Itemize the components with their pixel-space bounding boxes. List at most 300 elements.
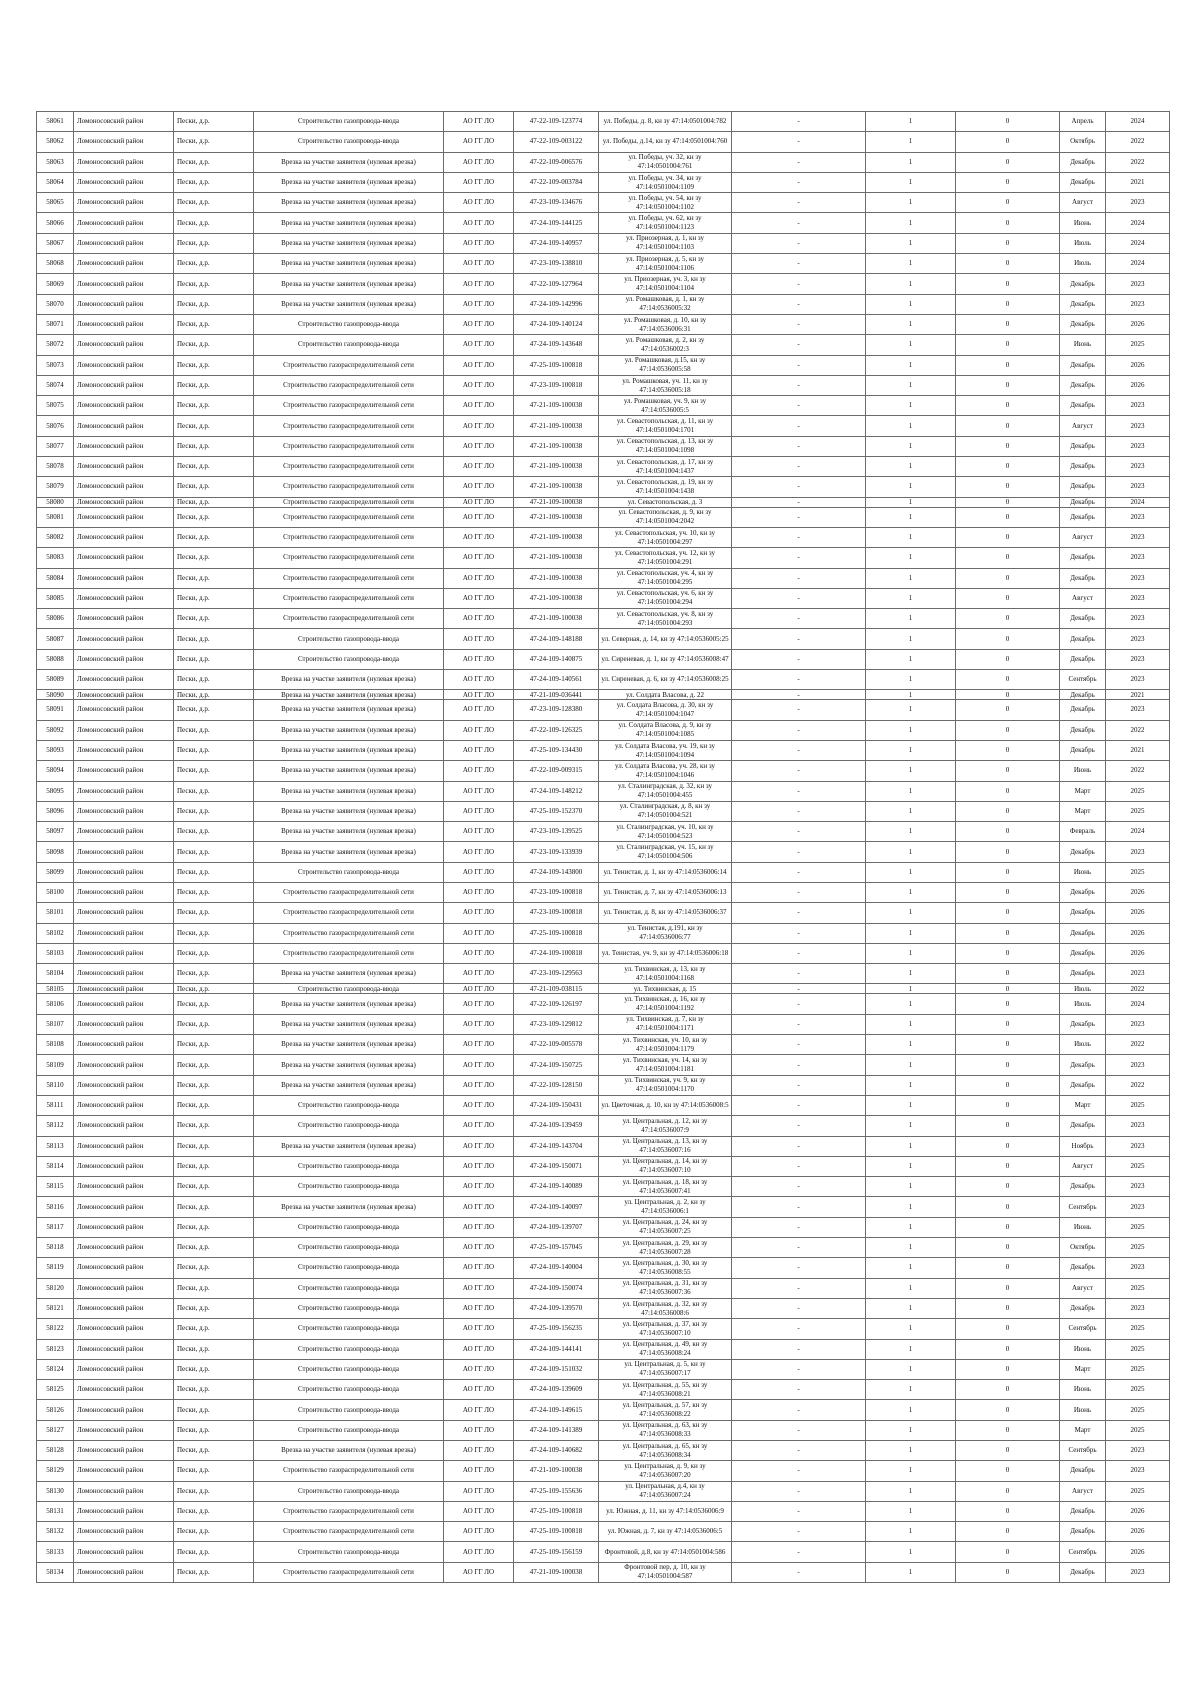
year-cell: 2025 bbox=[1106, 781, 1170, 801]
application-code-cell: 47-24-109-149615 bbox=[514, 1400, 599, 1420]
month-cell: Август bbox=[1060, 1278, 1106, 1298]
application-code-cell: 47-24-109-139609 bbox=[514, 1380, 599, 1400]
year-cell: 2023 bbox=[1106, 649, 1170, 669]
district-cell: Ломоносовский район bbox=[74, 548, 174, 568]
settlement-cell: Пески, д.р. bbox=[174, 507, 254, 527]
organization-cell: АО ГГ ЛО bbox=[444, 964, 514, 984]
settlement-cell: Пески, д.р. bbox=[174, 588, 254, 608]
application-code-cell: 47-24-109-140089 bbox=[514, 1177, 599, 1197]
quantity-cell: 1 bbox=[866, 233, 956, 253]
organization-cell: АО ГГ ЛО bbox=[444, 629, 514, 649]
settlement-cell: Пески, д.р. bbox=[174, 527, 254, 547]
settlement-cell: Пески, д.р. bbox=[174, 1562, 254, 1582]
table-row bbox=[37, 548, 1170, 568]
district-cell: Ломоносовский район bbox=[74, 1501, 174, 1521]
zero-value-cell: 0 bbox=[956, 497, 1060, 507]
district-cell: Ломоносовский район bbox=[74, 396, 174, 416]
table-row bbox=[37, 213, 1170, 233]
settlement-cell: Пески, д.р. bbox=[174, 477, 254, 497]
zero-value-cell: 0 bbox=[956, 629, 1060, 649]
row-number-cell: 58088 bbox=[37, 649, 74, 669]
month-cell: Июль bbox=[1060, 994, 1106, 1014]
quantity-cell: 1 bbox=[866, 314, 956, 334]
work-type-cell: Врезка на участке заявителя (нулевая врезка) bbox=[254, 994, 444, 1014]
row-number-cell: 58116 bbox=[37, 1197, 74, 1217]
address-cell: ул. Приозерная, уч. 3, кн зу 47:14:0501004:1104 bbox=[599, 274, 732, 294]
dash-cell: - bbox=[732, 994, 866, 1014]
settlement-cell: Пески, д.р. bbox=[174, 436, 254, 456]
year-cell: 2022 bbox=[1106, 1075, 1170, 1095]
table-row bbox=[37, 457, 1170, 477]
month-cell: Август bbox=[1060, 588, 1106, 608]
settlement-cell: Пески, д.р. bbox=[174, 314, 254, 334]
zero-value-cell: 0 bbox=[956, 984, 1060, 994]
organization-cell: АО ГГ ЛО bbox=[444, 1522, 514, 1542]
quantity-cell: 1 bbox=[866, 507, 956, 527]
month-cell: Декабрь bbox=[1060, 1055, 1106, 1075]
district-cell: Ломоносовский район bbox=[74, 964, 174, 984]
address-cell: ул. Победы, уч. 32, кн зу 47:14:0501004:761 bbox=[599, 152, 732, 172]
dash-cell: - bbox=[732, 1319, 866, 1339]
work-type-cell: Строительство газопровода-ввода bbox=[254, 1095, 444, 1115]
address-cell: ул. Сиреневая, д. 6, кн зу 47:14:0536008:25 bbox=[599, 670, 732, 690]
work-type-cell: Строительство газопровода-ввода bbox=[254, 1542, 444, 1562]
table-row bbox=[37, 172, 1170, 192]
zero-value-cell: 0 bbox=[956, 1380, 1060, 1400]
application-code-cell: 47-24-109-142996 bbox=[514, 294, 599, 314]
dash-cell: - bbox=[732, 1258, 866, 1278]
quantity-cell: 1 bbox=[866, 740, 956, 760]
quantity-cell: 1 bbox=[866, 903, 956, 923]
quantity-cell: 1 bbox=[866, 923, 956, 943]
address-cell: ул. Приозерная, д. 5, кн зу 47:14:0501004:1106 bbox=[599, 254, 732, 274]
zero-value-cell: 0 bbox=[956, 548, 1060, 568]
quantity-cell: 1 bbox=[866, 1501, 956, 1521]
year-cell: 2025 bbox=[1106, 1339, 1170, 1359]
settlement-cell: Пески, д.р. bbox=[174, 1095, 254, 1115]
dash-cell: - bbox=[732, 1339, 866, 1359]
year-cell: 2024 bbox=[1106, 254, 1170, 274]
application-code-cell: 47-21-109-100038 bbox=[514, 507, 599, 527]
quantity-cell: 1 bbox=[866, 1014, 956, 1034]
table-row bbox=[37, 152, 1170, 172]
quantity-cell: 1 bbox=[866, 761, 956, 781]
zero-value-cell: 0 bbox=[956, 568, 1060, 588]
dash-cell: - bbox=[732, 1359, 866, 1379]
work-type-cell: Врезка на участке заявителя (нулевая врезка) bbox=[254, 740, 444, 760]
row-number-cell: 58075 bbox=[37, 396, 74, 416]
table-row bbox=[37, 1461, 1170, 1481]
row-number-cell: 58069 bbox=[37, 274, 74, 294]
table-row bbox=[37, 700, 1170, 720]
quantity-cell: 1 bbox=[866, 548, 956, 568]
address-cell: ул. Центральная, д. 30, кн зу 47:14:0536008:55 bbox=[599, 1258, 732, 1278]
zero-value-cell: 0 bbox=[956, 822, 1060, 842]
year-cell: 2023 bbox=[1106, 1461, 1170, 1481]
zero-value-cell: 0 bbox=[956, 507, 1060, 527]
table-row bbox=[37, 609, 1170, 629]
organization-cell: АО ГГ ЛО bbox=[444, 254, 514, 274]
organization-cell: АО ГГ ЛО bbox=[444, 507, 514, 527]
dash-cell: - bbox=[732, 700, 866, 720]
dash-cell: - bbox=[732, 761, 866, 781]
application-code-cell: 47-21-109-100038 bbox=[514, 396, 599, 416]
district-cell: Ломоносовский район bbox=[74, 132, 174, 152]
work-type-cell: Строительство газораспределительной сети bbox=[254, 1522, 444, 1542]
dash-cell: - bbox=[732, 477, 866, 497]
work-type-cell: Врезка на участке заявителя (нулевая врезка) bbox=[254, 152, 444, 172]
zero-value-cell: 0 bbox=[956, 1319, 1060, 1339]
table-row bbox=[37, 507, 1170, 527]
row-number-cell: 58083 bbox=[37, 548, 74, 568]
work-type-cell: Строительство газораспределительной сети bbox=[254, 882, 444, 902]
table-row bbox=[37, 1562, 1170, 1582]
zero-value-cell: 0 bbox=[956, 375, 1060, 395]
zero-value-cell: 0 bbox=[956, 172, 1060, 192]
work-type-cell: Строительство газораспределительной сети bbox=[254, 527, 444, 547]
dash-cell: - bbox=[732, 527, 866, 547]
application-code-cell: 47-23-109-138810 bbox=[514, 254, 599, 274]
work-type-cell: Строительство газораспределительной сети bbox=[254, 375, 444, 395]
organization-cell: АО ГГ ЛО bbox=[444, 1258, 514, 1278]
dash-cell: - bbox=[732, 254, 866, 274]
dash-cell: - bbox=[732, 497, 866, 507]
settlement-cell: Пески, д.р. bbox=[174, 670, 254, 690]
row-number-cell: 58109 bbox=[37, 1055, 74, 1075]
organization-cell: АО ГГ ЛО bbox=[444, 1562, 514, 1582]
table-row bbox=[37, 1298, 1170, 1318]
organization-cell: АО ГГ ЛО bbox=[444, 649, 514, 669]
work-type-cell: Строительство газопровода-ввода bbox=[254, 1116, 444, 1136]
application-code-cell: 47-22-109-003784 bbox=[514, 172, 599, 192]
zero-value-cell: 0 bbox=[956, 923, 1060, 943]
quantity-cell: 1 bbox=[866, 670, 956, 690]
dash-cell: - bbox=[732, 984, 866, 994]
table-row bbox=[37, 1156, 1170, 1176]
year-cell: 2025 bbox=[1106, 862, 1170, 882]
district-cell: Ломоносовский район bbox=[74, 1116, 174, 1136]
organization-cell: АО ГГ ЛО bbox=[444, 355, 514, 375]
quantity-cell: 1 bbox=[866, 274, 956, 294]
organization-cell: АО ГГ ЛО bbox=[444, 1380, 514, 1400]
district-cell: Ломоносовский район bbox=[74, 1278, 174, 1298]
district-cell: Ломоносовский район bbox=[74, 416, 174, 436]
settlement-cell: Пески, д.р. bbox=[174, 822, 254, 842]
quantity-cell: 1 bbox=[866, 1481, 956, 1501]
settlement-cell: Пески, д.р. bbox=[174, 1481, 254, 1501]
quantity-cell: 1 bbox=[866, 649, 956, 669]
quantity-cell: 1 bbox=[866, 1400, 956, 1420]
settlement-cell: Пески, д.р. bbox=[174, 923, 254, 943]
organization-cell: АО ГГ ЛО bbox=[444, 720, 514, 740]
district-cell: Ломоносовский район bbox=[74, 1420, 174, 1440]
row-number-cell: 58126 bbox=[37, 1400, 74, 1420]
address-cell: ул. Южная, д. 7, кн зу 47:14:0536006:5 bbox=[599, 1522, 732, 1542]
table-row bbox=[37, 964, 1170, 984]
address-cell: ул. Победы, уч. 62, кн зу 47:14:0501004:1123 bbox=[599, 213, 732, 233]
dash-cell: - bbox=[732, 882, 866, 902]
row-number-cell: 58130 bbox=[37, 1481, 74, 1501]
table-row bbox=[37, 862, 1170, 882]
settlement-cell: Пески, д.р. bbox=[174, 690, 254, 700]
month-cell: Август bbox=[1060, 1481, 1106, 1501]
month-cell: Июль bbox=[1060, 233, 1106, 253]
district-cell: Ломоносовский район bbox=[74, 1400, 174, 1420]
address-cell: ул. Южная, д. 11, кн зу 47:14:0536006:9 bbox=[599, 1501, 732, 1521]
organization-cell: АО ГГ ЛО bbox=[444, 1116, 514, 1136]
quantity-cell: 1 bbox=[866, 1542, 956, 1562]
row-number-cell: 58129 bbox=[37, 1461, 74, 1481]
quantity-cell: 1 bbox=[866, 1339, 956, 1359]
address-cell: ул. Тенистая, д. 8, кн зу 47:14:0536006:37 bbox=[599, 903, 732, 923]
district-cell: Ломоносовский район bbox=[74, 842, 174, 862]
application-code-cell: 47-23-109-133939 bbox=[514, 842, 599, 862]
work-type-cell: Врезка на участке заявителя (нулевая врезка) bbox=[254, 1075, 444, 1095]
work-type-cell: Строительство газопровода-ввода bbox=[254, 1339, 444, 1359]
quantity-cell: 1 bbox=[866, 1035, 956, 1055]
row-number-cell: 58066 bbox=[37, 213, 74, 233]
district-cell: Ломоносовский район bbox=[74, 1441, 174, 1461]
application-code-cell: 47-23-109-139525 bbox=[514, 822, 599, 842]
district-cell: Ломоносовский район bbox=[74, 1380, 174, 1400]
month-cell: Октябрь bbox=[1060, 1238, 1106, 1258]
organization-cell: АО ГГ ЛО bbox=[444, 1055, 514, 1075]
settlement-cell: Пески, д.р. bbox=[174, 1441, 254, 1461]
table-row bbox=[37, 781, 1170, 801]
quantity-cell: 1 bbox=[866, 1319, 956, 1339]
address-cell: ул. Солдата Власова, д. 9, кн зу 47:14:0501004:1085 bbox=[599, 720, 732, 740]
address-cell: ул. Тихвинская, д. 16, кн зу 47:14:0501004:1192 bbox=[599, 994, 732, 1014]
organization-cell: АО ГГ ЛО bbox=[444, 527, 514, 547]
settlement-cell: Пески, д.р. bbox=[174, 964, 254, 984]
address-cell: ул. Севастопольская, уч. 12, кн зу 47:14:0501004:291 bbox=[599, 548, 732, 568]
address-cell: ул. Центральная, д. 55, кн зу 47:14:0536008:21 bbox=[599, 1380, 732, 1400]
table-row bbox=[37, 943, 1170, 963]
work-type-cell: Строительство газопровода-ввода bbox=[254, 314, 444, 334]
settlement-cell: Пески, д.р. bbox=[174, 568, 254, 588]
row-number-cell: 58063 bbox=[37, 152, 74, 172]
address-cell: Фронтовой пер, д. 10, кн зу 47:14:0501004:587 bbox=[599, 1562, 732, 1582]
work-type-cell: Строительство газораспределительной сети bbox=[254, 1461, 444, 1481]
year-cell: 2025 bbox=[1106, 1420, 1170, 1440]
month-cell: Декабрь bbox=[1060, 720, 1106, 740]
table-row bbox=[37, 629, 1170, 649]
quantity-cell: 1 bbox=[866, 497, 956, 507]
address-cell: ул. Ромашковая, д.15, кн зу 47:14:0536005:58 bbox=[599, 355, 732, 375]
dash-cell: - bbox=[732, 1035, 866, 1055]
quantity-cell: 1 bbox=[866, 629, 956, 649]
quantity-cell: 1 bbox=[866, 1116, 956, 1136]
application-code-cell: 47-25-109-155636 bbox=[514, 1481, 599, 1501]
dash-cell: - bbox=[732, 457, 866, 477]
table-row bbox=[37, 497, 1170, 507]
year-cell: 2023 bbox=[1106, 588, 1170, 608]
settlement-cell: Пески, д.р. bbox=[174, 254, 254, 274]
application-code-cell: 47-22-109-127964 bbox=[514, 274, 599, 294]
year-cell: 2023 bbox=[1106, 609, 1170, 629]
quantity-cell: 1 bbox=[866, 527, 956, 547]
address-cell: ул. Севастопольская, уч. 10, кн зу 47:14:0501004:297 bbox=[599, 527, 732, 547]
settlement-cell: Пески, д.р. bbox=[174, 396, 254, 416]
address-cell: ул. Севастопольская, уч. 6, кн зу 47:14:0501004:294 bbox=[599, 588, 732, 608]
work-type-cell: Врезка на участке заявителя (нулевая врезка) bbox=[254, 822, 444, 842]
table-row bbox=[37, 375, 1170, 395]
district-cell: Ломоносовский район bbox=[74, 477, 174, 497]
month-cell: Декабрь bbox=[1060, 842, 1106, 862]
district-cell: Ломоносовский район bbox=[74, 1258, 174, 1278]
quantity-cell: 1 bbox=[866, 1075, 956, 1095]
settlement-cell: Пески, д.р. bbox=[174, 649, 254, 669]
settlement-cell: Пески, д.р. bbox=[174, 1400, 254, 1420]
quantity-cell: 1 bbox=[866, 720, 956, 740]
district-cell: Ломоносовский район bbox=[74, 994, 174, 1014]
settlement-cell: Пески, д.р. bbox=[174, 1319, 254, 1339]
zero-value-cell: 0 bbox=[956, 882, 1060, 902]
work-type-cell: Строительство газораспределительной сети bbox=[254, 1562, 444, 1582]
work-type-cell: Строительство газопровода-ввода bbox=[254, 1298, 444, 1318]
work-type-cell: Строительство газораспределительной сети bbox=[254, 457, 444, 477]
settlement-cell: Пески, д.р. bbox=[174, 1298, 254, 1318]
address-cell: ул. Сиреневая, д. 1, кн зу 47:14:0536008:47 bbox=[599, 649, 732, 669]
row-number-cell: 58061 bbox=[37, 112, 74, 132]
table-row bbox=[37, 761, 1170, 781]
month-cell: Декабрь bbox=[1060, 1177, 1106, 1197]
dash-cell: - bbox=[732, 416, 866, 436]
address-cell: ул. Центральная, д. 29, кн зу 47:14:0536007:28 bbox=[599, 1238, 732, 1258]
data-table bbox=[36, 111, 1170, 1583]
address-cell: ул. Победы, д. 8, кн зу 47:14:0501004:782 bbox=[599, 112, 732, 132]
zero-value-cell: 0 bbox=[956, 254, 1060, 274]
year-cell: 2023 bbox=[1106, 1562, 1170, 1582]
organization-cell: АО ГГ ЛО bbox=[444, 588, 514, 608]
month-cell: Декабрь bbox=[1060, 903, 1106, 923]
organization-cell: АО ГГ ЛО bbox=[444, 690, 514, 700]
month-cell: Декабрь bbox=[1060, 172, 1106, 192]
month-cell: Март bbox=[1060, 1420, 1106, 1440]
zero-value-cell: 0 bbox=[956, 862, 1060, 882]
month-cell: Декабрь bbox=[1060, 1075, 1106, 1095]
row-number-cell: 58087 bbox=[37, 629, 74, 649]
address-cell: ул. Цветочная, д. 10, кн зу 47:14:0536008:5 bbox=[599, 1095, 732, 1115]
month-cell: Июнь bbox=[1060, 335, 1106, 355]
district-cell: Ломоносовский район bbox=[74, 375, 174, 395]
month-cell: Декабрь bbox=[1060, 477, 1106, 497]
year-cell: 2026 bbox=[1106, 375, 1170, 395]
settlement-cell: Пески, д.р. bbox=[174, 213, 254, 233]
district-cell: Ломоносовский район bbox=[74, 609, 174, 629]
month-cell: Декабрь bbox=[1060, 497, 1106, 507]
organization-cell: АО ГГ ЛО bbox=[444, 1441, 514, 1461]
organization-cell: АО ГГ ЛО bbox=[444, 314, 514, 334]
quantity-cell: 1 bbox=[866, 1562, 956, 1582]
organization-cell: АО ГГ ЛО bbox=[444, 213, 514, 233]
settlement-cell: Пески, д.р. bbox=[174, 1075, 254, 1095]
year-cell: 2026 bbox=[1106, 1501, 1170, 1521]
dash-cell: - bbox=[732, 172, 866, 192]
zero-value-cell: 0 bbox=[956, 700, 1060, 720]
settlement-cell: Пески, д.р. bbox=[174, 1258, 254, 1278]
month-cell: Июль bbox=[1060, 984, 1106, 994]
zero-value-cell: 0 bbox=[956, 1441, 1060, 1461]
month-cell: Декабрь bbox=[1060, 314, 1106, 334]
table-row bbox=[37, 822, 1170, 842]
row-number-cell: 58092 bbox=[37, 720, 74, 740]
zero-value-cell: 0 bbox=[956, 1461, 1060, 1481]
quantity-cell: 1 bbox=[866, 172, 956, 192]
address-cell: ул. Центральная, д. 63, кн зу 47:14:0536008:33 bbox=[599, 1420, 732, 1440]
dash-cell: - bbox=[732, 842, 866, 862]
address-cell: ул. Севастопольская, д. 11, кн зу 47:14:0501004:1701 bbox=[599, 416, 732, 436]
table-row bbox=[37, 568, 1170, 588]
zero-value-cell: 0 bbox=[956, 1116, 1060, 1136]
month-cell: Июнь bbox=[1060, 1217, 1106, 1237]
month-cell: Июнь bbox=[1060, 213, 1106, 233]
work-type-cell: Строительство газопровода-ввода bbox=[254, 1359, 444, 1379]
quantity-cell: 1 bbox=[866, 568, 956, 588]
district-cell: Ломоносовский район bbox=[74, 923, 174, 943]
table-row bbox=[37, 294, 1170, 314]
work-type-cell: Строительство газораспределительной сети bbox=[254, 588, 444, 608]
table-row bbox=[37, 923, 1170, 943]
year-cell: 2021 bbox=[1106, 690, 1170, 700]
month-cell: Декабрь bbox=[1060, 152, 1106, 172]
settlement-cell: Пески, д.р. bbox=[174, 1380, 254, 1400]
table-row bbox=[37, 690, 1170, 700]
row-number-cell: 58123 bbox=[37, 1339, 74, 1359]
work-type-cell: Врезка на участке заявителя (нулевая врезка) bbox=[254, 670, 444, 690]
document-page bbox=[36, 111, 1169, 1583]
row-number-cell: 58081 bbox=[37, 507, 74, 527]
settlement-cell: Пески, д.р. bbox=[174, 193, 254, 213]
application-code-cell: 47-22-109-006576 bbox=[514, 152, 599, 172]
zero-value-cell: 0 bbox=[956, 1420, 1060, 1440]
address-cell: ул. Центральная, д. 9, кн зу 47:14:0536007:20 bbox=[599, 1461, 732, 1481]
zero-value-cell: 0 bbox=[956, 1177, 1060, 1197]
application-code-cell: 47-24-109-150074 bbox=[514, 1278, 599, 1298]
year-cell: 2022 bbox=[1106, 1035, 1170, 1055]
zero-value-cell: 0 bbox=[956, 193, 1060, 213]
month-cell: Декабрь bbox=[1060, 457, 1106, 477]
dash-cell: - bbox=[732, 1542, 866, 1562]
application-code-cell: 47-25-109-156159 bbox=[514, 1542, 599, 1562]
table-row bbox=[37, 670, 1170, 690]
month-cell: Декабрь bbox=[1060, 294, 1106, 314]
month-cell: Декабрь bbox=[1060, 1258, 1106, 1278]
quantity-cell: 1 bbox=[866, 213, 956, 233]
table-row bbox=[37, 416, 1170, 436]
month-cell: Декабрь bbox=[1060, 1014, 1106, 1034]
table-row bbox=[37, 355, 1170, 375]
district-cell: Ломоносовский район bbox=[74, 720, 174, 740]
dash-cell: - bbox=[732, 1238, 866, 1258]
quantity-cell: 1 bbox=[866, 1156, 956, 1176]
quantity-cell: 1 bbox=[866, 781, 956, 801]
application-code-cell: 47-23-109-128380 bbox=[514, 700, 599, 720]
quantity-cell: 1 bbox=[866, 132, 956, 152]
quantity-cell: 1 bbox=[866, 984, 956, 994]
district-cell: Ломоносовский район bbox=[74, 649, 174, 669]
row-number-cell: 58108 bbox=[37, 1035, 74, 1055]
settlement-cell: Пески, д.р. bbox=[174, 1116, 254, 1136]
application-code-cell: 47-22-109-003122 bbox=[514, 132, 599, 152]
table-row bbox=[37, 314, 1170, 334]
dash-cell: - bbox=[732, 213, 866, 233]
application-code-cell: 47-23-109-100818 bbox=[514, 375, 599, 395]
dash-cell: - bbox=[732, 923, 866, 943]
row-number-cell: 58080 bbox=[37, 497, 74, 507]
year-cell: 2023 bbox=[1106, 670, 1170, 690]
application-code-cell: 47-23-109-100818 bbox=[514, 882, 599, 902]
